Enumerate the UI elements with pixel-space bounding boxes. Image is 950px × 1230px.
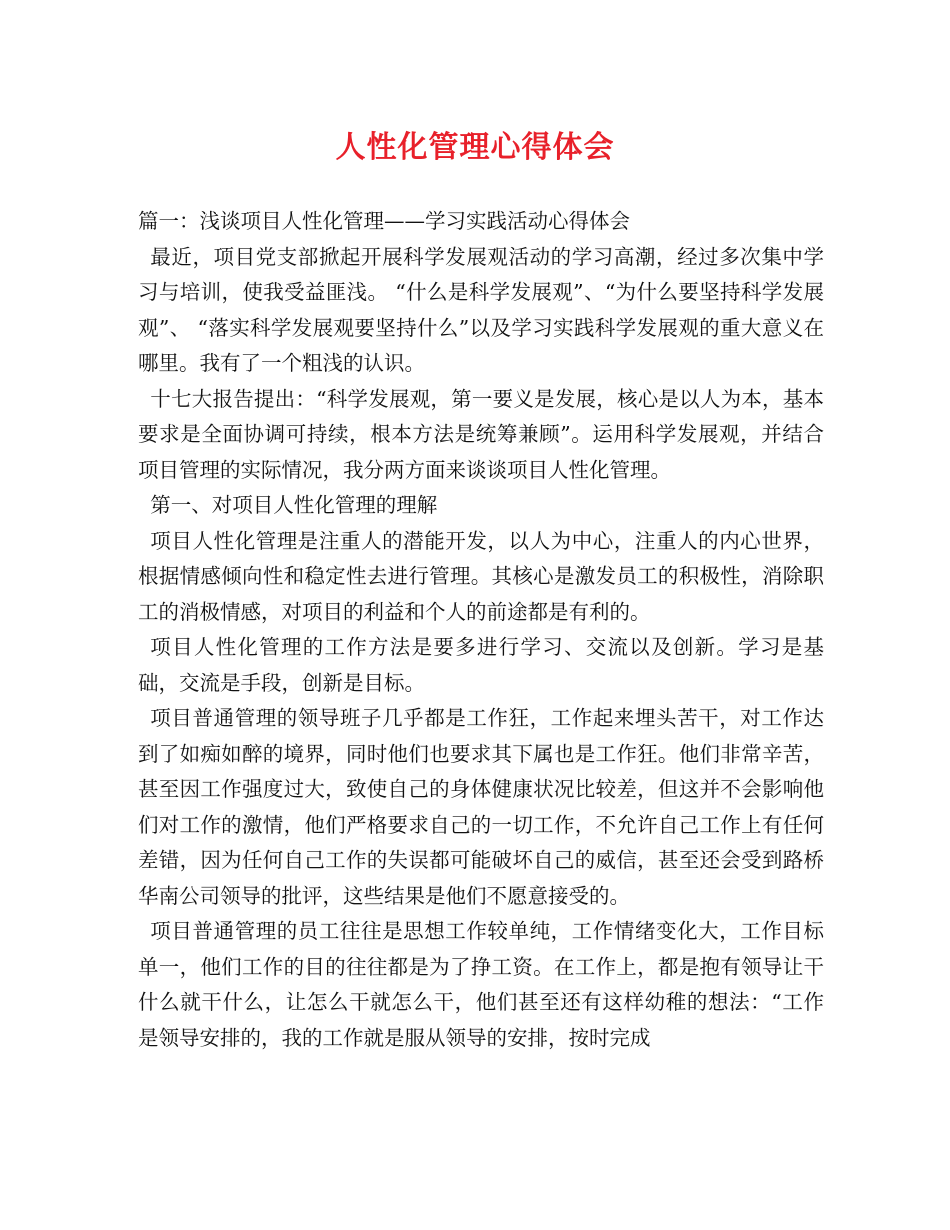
document-title: 人性化管理心得体会 — [335, 130, 615, 165]
paragraph: 最近，项目党支部掀起开展科学发展观活动的学习高潮，经过多次集中学习与培训，使我受益匪浅。 “什么是科学发展观”、“为什么要坚持科学发展观”、 “落实科学发展观要坚持什么”以及学习实践科学发展观的重大意义在哪里。我有了一个粗浅的认识。 — [138, 244, 824, 375]
paragraph: 项目普通管理的领导班子几乎都是工作狂，工作起来埋头苦干，对工作达到了如痴如醉的境界，同时他们也要求其下属也是工作狂。他们非常辛苦，甚至因工作强度过大，致使自己的身体健康状况比较差，但这并不会影响他们对工作的激情，他们严格要求自己的一切工作，不允许自己工作上有任何差错，因为任何自己工作的失误都可能破坏自己的威信，甚至还会受到路桥华南公司领导的批评，这些结果是他们不愿意接受的。 — [138, 706, 824, 908]
document-body — [138, 204, 824, 1056]
subsection-heading: 第一、对项目人性化管理的理解 — [150, 493, 438, 517]
section-heading: 篇一：浅谈项目人性化管理——学习实践活动心得体会 — [138, 209, 630, 233]
paragraph: 项目人性化管理的工作方法是要多进行学习、交流以及创新。学习是基础，交流是手段，创新是目标。 — [138, 635, 824, 695]
paragraph: 项目普通管理的员工往往是思想工作较单纯，工作情绪变化大，工作目标单一，他们工作的目的往往都是为了挣工资。在工作上，都是抱有领导让干什么就干什么，让怎么干就怎么干，他们甚至还有这样幼稚的想法：“工作是领导安排的，我的工作就是服从领导的安排，按时完成 — [138, 919, 824, 1050]
paragraph: 十七大报告提出：“科学发展观，第一要义是发展，核心是以人为本，基本要求是全面协调可持续，根本方法是统筹兼顾”。运用科学发展观，并结合项目管理的实际情况，我分两方面来谈谈项目人性化管理。 — [138, 386, 824, 482]
paragraph: 项目人性化管理是注重人的潜能开发，以人为中心，注重人的内心世界，根据情感倾向性和稳定性去进行管理。其核心是激发员工的积极性，消除职工的消极情感，对项目的利益和个人的前途都是有利的。 — [138, 528, 824, 624]
